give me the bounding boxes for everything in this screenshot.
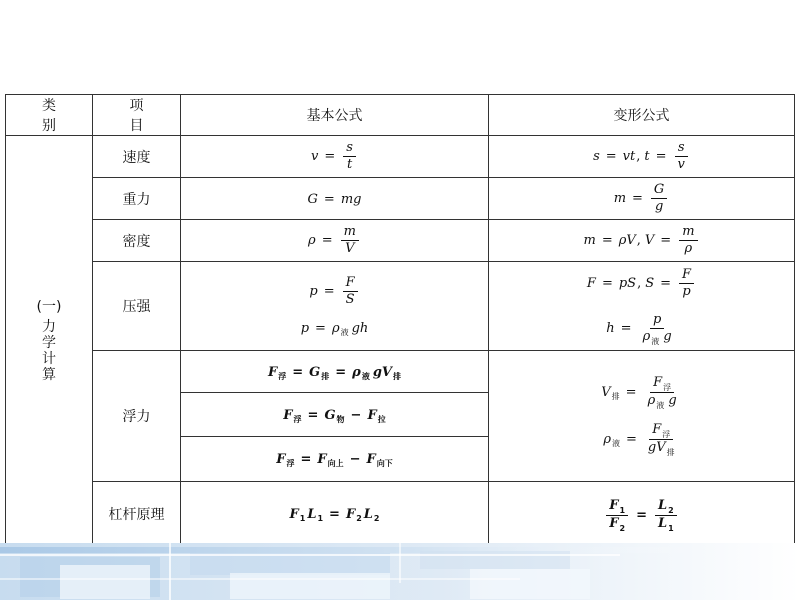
formula-density-basic: ρ = $\frac{m}{V}$ [181, 220, 489, 262]
row-speed [6, 136, 795, 178]
formula-table [5, 94, 795, 547]
item-pressure: 压强 [93, 262, 181, 351]
formula-density-variant: m = ρV , V = $\frac{m}{\rho}$ [489, 220, 795, 262]
item-density: 密度 [93, 220, 181, 262]
formula-pressure-variant: F = pS , S = $\frac{F}{p}$ h = $\frac{p}{\rho_液 g}$ [489, 262, 795, 351]
formula-buoyancy-basic-1: F 浮 = G 排 = ρ 液 gV 排 [181, 351, 489, 393]
item-speed: 速度 [93, 136, 181, 178]
item-gravity: 重力 [93, 178, 181, 220]
formula-lever-variant: $\frac{F_1}{F_2}$ = $\frac{L_2}{L_1}$ [489, 482, 795, 547]
decorative-footer-banner [0, 543, 800, 600]
item-buoyancy: 浮力 [93, 351, 181, 482]
formula-buoyancy-variant: V 排 = $\frac{F_浮}{\rho_液 g}$ ρ 液 = $\frac{F_浮}{gV_排}$ [489, 351, 795, 482]
row-density [6, 220, 795, 262]
category-char: 算 [42, 367, 56, 383]
formula-buoyancy-basic-2: F 浮 = G 物 − F 拉 [181, 393, 489, 437]
category-char: 学 [42, 335, 56, 351]
category-char: 力 [42, 319, 56, 335]
header-category: 类 别 [6, 95, 93, 136]
row-pressure [6, 262, 795, 351]
formula-gravity-variant: m = $\frac{G}{g}$ [489, 178, 795, 220]
category-mechanics [6, 136, 93, 547]
formula-speed-variant: s = vt , t = $\frac{s}{v}$ [489, 136, 795, 178]
formula-pressure-basic: p = $\frac{F}{S}$ p = ρ 液 gh [181, 262, 489, 351]
category-char: 计 [42, 351, 56, 367]
formula-lever-basic: F 1 L 1 = F 2 L 2 [181, 482, 489, 547]
header-basic-formula: 基本公式 [181, 95, 489, 136]
row-gravity [6, 178, 795, 220]
row-lever [6, 482, 795, 547]
row-buoyancy-1 [6, 351, 795, 393]
item-lever: 杠杆原理 [93, 482, 181, 547]
formula-buoyancy-basic-3: F 浮 = F 向上 − F 向下 [181, 437, 489, 482]
formula-gravity-basic: G = mg [181, 178, 489, 220]
header-variant-formula: 变形公式 [489, 95, 795, 136]
formula-speed-basic: v = $\frac{s}{t}$ [181, 136, 489, 178]
header-item: 项 目 [93, 95, 181, 136]
header-row [6, 95, 795, 136]
banner-graphic [0, 543, 800, 600]
category-number: (一) [36, 299, 62, 315]
